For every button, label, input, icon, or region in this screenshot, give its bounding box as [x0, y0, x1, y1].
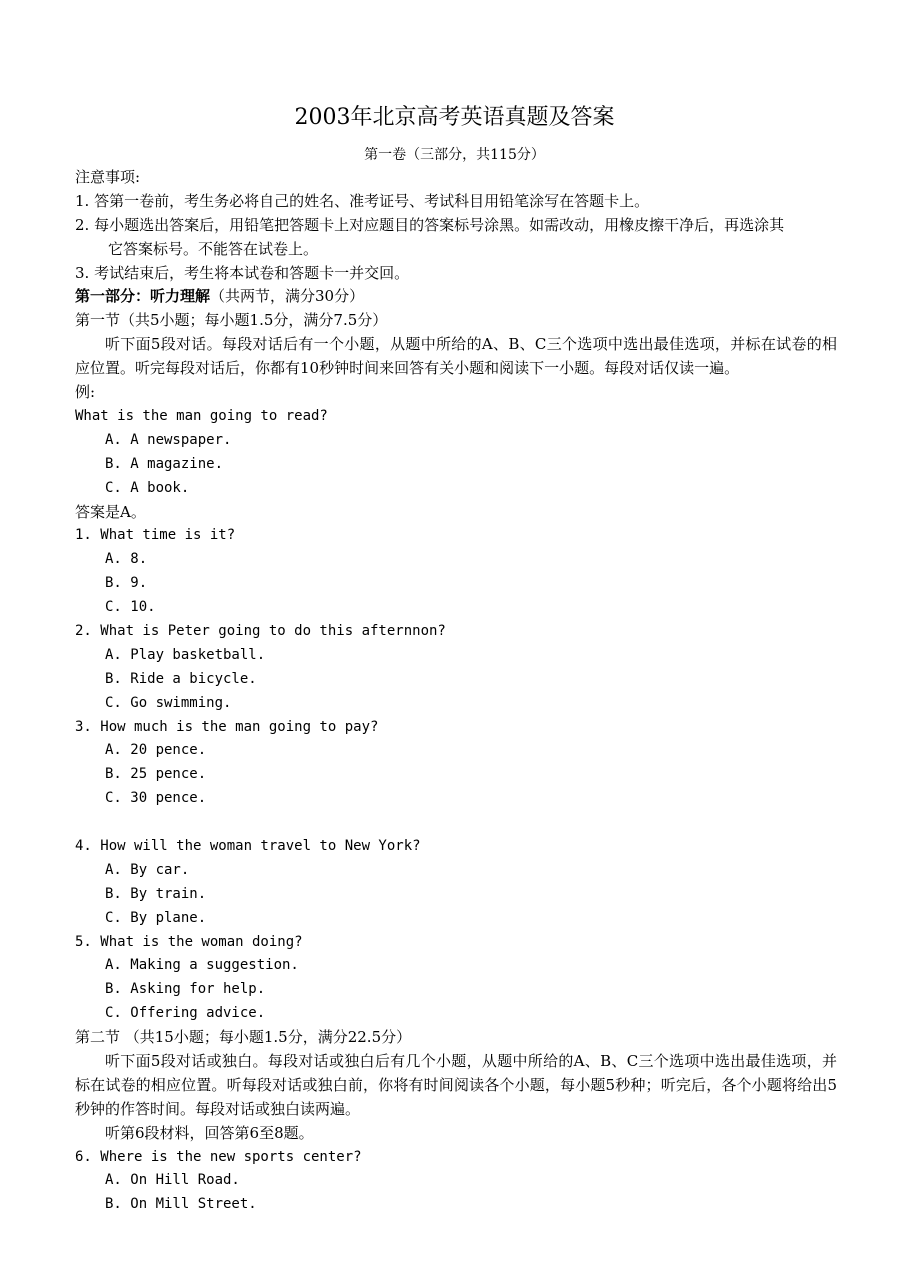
question: 5. What is the woman doing? — [75, 933, 303, 950]
blank-line — [75, 811, 837, 835]
option: B. 25 pence. — [105, 766, 207, 783]
example-label: 例: — [75, 383, 96, 402]
section1-heading: 第一节（共5小题；每小题1.5分，满分7.5分） — [75, 311, 388, 330]
section1-instructions: 听下面5段对话。每段对话后有一个小题，从题中所给的A、B、C三个选项中选出最佳选项，并标在试卷的相应位置。听完每段对话后，你都有10秒钟时间来回答有关小题和阅读下一小题。每段对话仅读一遍。 — [75, 335, 837, 378]
question: 4. How will the woman travel to New York? — [75, 837, 421, 854]
example-answer: 答案是A。 — [75, 502, 146, 521]
example-question: What is the man going to read? — [75, 407, 328, 424]
question: 3. How much is the man going to pay? — [75, 718, 379, 735]
option: A. 8. — [105, 551, 148, 568]
option: C. Go swimming. — [105, 694, 232, 711]
document-body — [75, 166, 837, 1217]
option: C. By plane. — [105, 909, 207, 926]
material-instruction: 听第6段材料，回答第6至8题。 — [105, 1123, 314, 1142]
question: 1. What time is it? — [75, 527, 236, 544]
question: 2. What is Peter going to do this afternnon? — [75, 622, 446, 639]
option: C. Offering advice. — [105, 1005, 266, 1022]
option: C. 10. — [105, 599, 156, 616]
part1-heading — [75, 285, 837, 309]
section2-instructions: 听下面5段对话或独白。每段对话或独白后有几个小题，从题中所给的A、B、C三个选项中选出最佳选项，并标在试卷的相应位置。听每段对话或独白前，你将有时间阅读各个小题，每小题5秒种；听完后，各个小题将给出5秒钟的作答时间。每段对话或独白读两遍。 — [75, 1051, 837, 1118]
part1-heading-rest: （共两节，满分30分） — [210, 287, 365, 306]
question: 6. Where is the new sports center? — [75, 1148, 362, 1165]
option: A. On Hill Road. — [105, 1172, 240, 1189]
option: A. By car. — [105, 861, 190, 878]
option: B. Ride a bicycle. — [105, 670, 257, 687]
option: C. 30 pence. — [105, 790, 207, 807]
page-subtitle: 第一卷（三部分，共115分） — [364, 147, 545, 163]
section2-heading: 第二节 （共15小题；每小题1.5分，满分22.5分） — [75, 1028, 412, 1047]
note-item: 1. 答第一卷前，考生务必将自己的姓名、准考证号、考试科目用铅笔涂写在答题卡上。 — [75, 191, 650, 210]
option: B. 9. — [105, 575, 148, 592]
option: A. Play basketball. — [105, 646, 266, 663]
option: B. Asking for help. — [105, 981, 266, 998]
option: C. A book. — [105, 479, 190, 496]
option: B. By train. — [105, 885, 207, 902]
notes-heading: 注意事项: — [75, 168, 141, 186]
part1-heading-bold: 第一部分：听力理解 — [75, 287, 211, 306]
note-item: 2. 每小题选出答案后，用铅笔把答题卡上对应题目的答案标号涂黑。如需改动，用橡皮擦干净后，再选涂其 — [75, 215, 785, 234]
note-item-continuation: 它答案标号。不能答在试卷上。 — [108, 239, 319, 258]
note-item: 3. 考试结束后，考生将本试卷和答题卡一并交回。 — [75, 263, 410, 282]
option: A. A newspaper. — [105, 431, 232, 448]
option: A. 20 pence. — [105, 742, 207, 759]
option: A. Making a suggestion. — [105, 957, 299, 974]
option: B. On Mill Street. — [105, 1196, 257, 1213]
option: B. A magazine. — [105, 455, 224, 472]
page-title: 2003年北京高考英语真题及答案 — [294, 105, 615, 130]
